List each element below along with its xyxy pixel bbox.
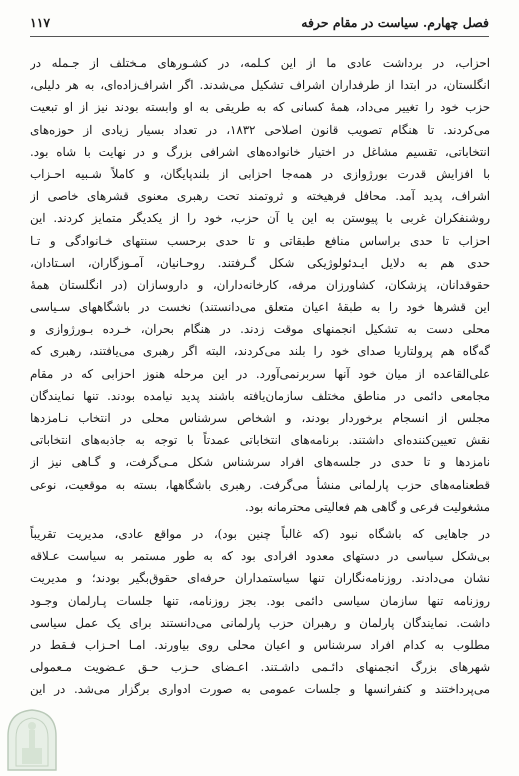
page-number: ۱۱۷ [30, 14, 51, 30]
text-line: حزب خود را تغییر می‌داد، همهٔ کسانی که به طریقی به او وابسته بودند نیز از او تبعیت [30, 100, 490, 115]
text-line: نقش تعیین‌کننده‌ای داشتند. برنامه‌های انتخاباتی عمدتاً با توجه به جاذبه‌های انتخاباتی [30, 433, 490, 448]
text-line: انگلستان، در ابتدا از طرفداران اشراف تشکیل می‌شدند. اگر اشراف‌زاده‌ای، به هر دلیلی، [30, 78, 490, 93]
text-line: در جاهایی که باشگاه نبود (که غالباً چنین بود)، در مواقع عادی، مدیریت تقریباً [30, 526, 490, 541]
text-line: گه‌گاه هم پرولتاریا صدای خود را بلند می‌کردند، البته اگر رهبری می‌یافتند، رهبری که [30, 344, 490, 359]
text-line: روشنفکران غربی با پیوستن به این یا آن حزب، خود را از یکدیگر متمایز کردند. این [30, 211, 490, 226]
text-line: این قشرها خود را به طبقهٔ اعیان متعلق می‌دانستند) نخست در باشگاههای سـیاسی [30, 300, 490, 315]
paragraph-1 [30, 52, 490, 518]
text-line: اشراف، پدید آمد. محافل فرهیخته و ثروتمند تحت رهبری معنوی قشرهای خاصی از [30, 189, 490, 204]
text-line: علی‌القاعده از میان خود آنها سربرنمی‌آورد. در این مرحله هنوز احزابی که در مقام [30, 366, 490, 381]
chapter-title: فصل چهارم. سیاست در مقام حرفه [301, 14, 489, 30]
text-line: مجامعی دائمی در مناطق مختلف سازمان‌یافته باشند پدید نیامده بودند. تنها نمایندگان [30, 388, 490, 403]
text-line: می‌پرداختند و کنفرانسها و جلسات عمومی به صورت ادواری برگزار می‌شد. در این [30, 682, 490, 697]
text-line: با افزایش قدرت بورژوازی در همه‌جا احزابی از بلندپایگان، و کاملاً شـبیه احـزاب [30, 166, 490, 181]
header-divider [30, 36, 489, 37]
text-line: نشان می‌دادند. روزنامه‌نگاران تنها سیاستمداران حرفه‌ای حقوق‌بگیر بودند؛ و مدیریت [30, 571, 490, 586]
text-line: انتخاباتی، تقسیم مشاغل در اختیار خانواده‌های اشرافی بزرگ و در نهایت با شاه بود. [30, 144, 490, 159]
text-line: داشت. نمایندگان پارلمان و رهبران حزب پارلمانی می‌دانستند برای یک عمل سیاسی [30, 615, 490, 630]
text-line: مشغولیت فرعی و گاهی هم فعالیتی محترمانه بود. [244, 499, 490, 514]
text-line: قطعنامه‌های حزب پارلمانی منشأ می‌گرفت. رهبری باشگاهها، بسته به موقعیت، نوعی [30, 477, 490, 492]
text-line: می‌کردند. تا هنگام تصویب قانون اصلاحی ۱۸۳۲، در تعداد بسیار زیادی از حوزه‌های [30, 122, 490, 137]
text-line: روزنامه تنها سازمان سیاسی دائمی بود. بجز روزنامه، تنها جلسات پـارلمان وجـود [30, 593, 490, 608]
text-line: حقوقدانان، پزشکان، کشاورزان مرفه، کارخانه‌داران، و داروسازان (در انگلستان همهٔ [30, 277, 490, 292]
text-line: احزاب، در برداشت عادی ما از این کـلمه، در کشـورهای مـختلف از جـمله در [30, 56, 490, 70]
text-line: احزاب تا حدی براساس منافع طبقاتی و تا حدی برحسب سنتهای خـانوادگی و تـا [30, 233, 490, 248]
text-line: شهرهای بزرگ انجمنهای دائـمی داشـتند. اعـضای حـزب حـق عـضویت مـعمولی [30, 660, 490, 675]
running-header [30, 12, 489, 32]
text-line: مطلوب به کدام افراد سرشناس و اعیان محلی روی بیاورند. امـا احـزاب فـقط در [30, 637, 490, 652]
text-line: حدی هم به دلایل ایـدئولوژیکی شکل گـرفتند. روحـانیان، آمـوزگاران، اسـتادان، [30, 255, 490, 270]
text-line: مجلس از انسجام برخوردار بودند، و اشخاص سرشناس محلی در انتخاب نـامزدها [30, 411, 490, 425]
text-line: نامزدها و تا حدی در جلسه‌های افراد سرشناس شکل مـی‌گرفت، و گـاهی نیز از [30, 455, 490, 470]
library-stamp-logo [2, 706, 62, 772]
text-line: محلی دست به تشکیل انجمنهای موقت زدند. در هنگام بحران، خـرده بـورژوازی و [30, 322, 490, 337]
text-line: بی‌شکل سیاسی در دستهای معدود افرادی بود که به طور مستمر به سیاست عـلاقه [30, 549, 490, 564]
paragraph-2 [30, 523, 490, 701]
body-text [30, 52, 490, 700]
